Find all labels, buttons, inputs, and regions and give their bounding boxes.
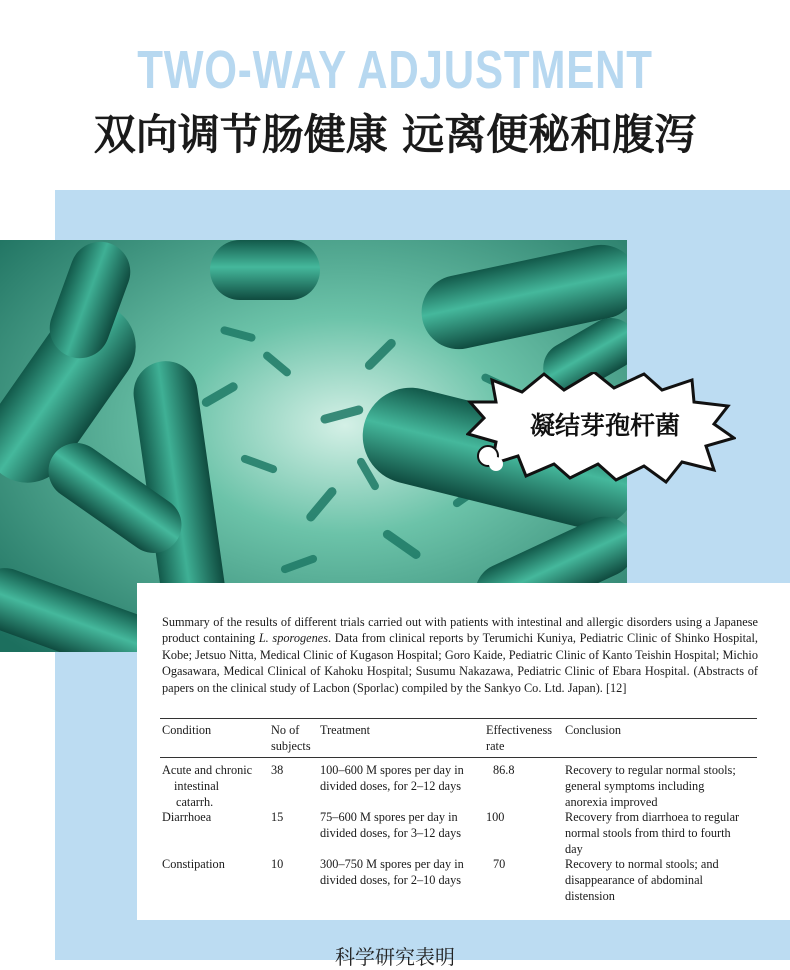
table-row-treatment: 100–600 M spores per day in divided doses, for 2–12 days — [320, 763, 464, 793]
table-row-rate: 86.8 — [493, 763, 515, 777]
header-conclusion: Conclusion — [565, 723, 622, 737]
header-condition: Condition — [162, 723, 212, 737]
table-caption: Summary of the results of different trials carried out with patients with intestinal and allergic disorders using a Japanese product containing L. sporogenes. Data from clinical reports by Terumichi Kuniya, Pediatric Clinic of Shinko Hospital, Kobe; Jetsuo Nitta, Medical Clinic of Kugason Hospital; Goro Kaide, Pediatric Clinic of Kanto Teishin Hospital; Michio Ogasawara, Medical Clinical of Kahoku Hospital; Susumu Nakazawa, Pediatric Clinic of Ebara Hospital. (Abstracts of papers on the clinical study of Lacbon (Sporlac) compiled by the Sankyo Co. Ltd. Japan). [12] — [162, 615, 758, 695]
table-row-subjects: 38 — [271, 763, 284, 777]
table-row-condition: Acute and chronic intestinal catarrh. — [162, 763, 253, 809]
table-row-treatment: 300–750 M spores per day in divided doses, for 2–10 days — [320, 857, 464, 887]
bubble-label: 凝结芽孢杆菌 — [529, 411, 680, 440]
english-title: TWO-WAY ADJUSTMENT — [137, 40, 653, 100]
table-row-condition: Diarrhoea — [162, 810, 212, 824]
header-rate: Effectiveness rate — [486, 723, 553, 753]
chinese-title: 双向调节肠健康 远离便秘和腹泻 — [93, 110, 697, 159]
table-row-conclusion: Recovery to normal stools; and disappearance of abdominal distension — [565, 857, 719, 903]
header-treatment: Treatment — [320, 723, 371, 737]
table-row-treatment: 75–600 M spores per day in divided doses, for 3–12 days — [320, 810, 462, 840]
table-header-rule — [160, 757, 757, 758]
header-subjects: No of subjects — [271, 723, 311, 753]
footer-label: 科学研究表明 — [335, 945, 455, 969]
table-row-conclusion: Recovery to regular normal stools; general symptoms including anorexia improved — [565, 763, 736, 809]
table-row-subjects: 15 — [271, 810, 284, 824]
table-row-condition: Constipation — [162, 857, 225, 871]
table-row-conclusion: Recovery from diarrhoea to regular normal stools from third to fourth day — [565, 810, 740, 856]
table-row-rate: 100 — [486, 810, 505, 824]
table-row-rate: 70 — [493, 857, 506, 871]
table-top-rule — [160, 718, 757, 719]
table-row-subjects: 10 — [271, 857, 284, 871]
